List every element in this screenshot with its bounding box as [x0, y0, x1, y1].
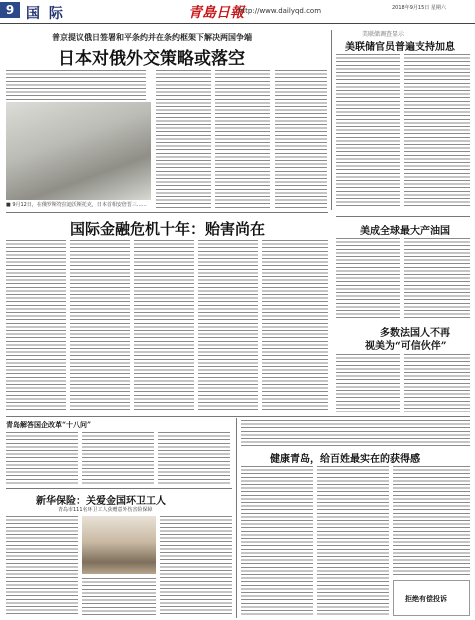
bottom-right-body-col1 — [241, 466, 313, 616]
bottom-right-body-col3 — [393, 466, 470, 576]
bottom-left-body-col2 — [82, 432, 154, 484]
lead-photo — [6, 102, 151, 200]
lead-body-intro — [6, 70, 146, 100]
right-middle-body-col2 — [404, 238, 470, 318]
middle-title: 国际金融危机十年：贻害尚在 — [70, 220, 266, 238]
bottom-left-2-body-col2 — [82, 578, 156, 616]
right-lower-body-col2 — [404, 354, 470, 412]
bottom-right-intro — [241, 420, 470, 446]
column-divider — [236, 418, 237, 618]
lead-subtitle: 普京提议俄日签署和平条约并在条约框架下解决两国争端 — [52, 32, 252, 42]
date-line: 2018年9月15日 星期六 — [392, 5, 446, 11]
middle-body-col2 — [70, 240, 130, 412]
page-number: 9 — [0, 2, 20, 18]
section-rule — [6, 212, 328, 213]
bottom-right-title: 健康青岛，给百姓最实在的获得感 — [270, 454, 420, 465]
lead-body-col1 — [156, 70, 211, 210]
lead-photo-caption: ■ 9月12日，在俄罗斯符拉迪沃斯托克，日本首相安倍晋三…… — [6, 202, 147, 208]
right-lower-title-1: 多数法国人不再 — [380, 328, 450, 339]
bottom-left-2-body-col3 — [160, 516, 232, 616]
bottom-left-2-subtitle: 青岛市111名环卫工人获赠意外伤害险保障 — [58, 507, 153, 513]
bottom-left-2-photo — [82, 516, 156, 574]
right-middle-body-col1 — [336, 238, 400, 318]
bottom-right-body-col2 — [317, 466, 389, 616]
bottom-left-body-col1 — [6, 432, 78, 484]
site-url[interactable]: http://www.dailyqd.com — [238, 7, 322, 15]
right-top-body-col1 — [336, 54, 400, 208]
bottom-left-2-body-col1 — [6, 516, 78, 616]
right-lower-title-2: 视美为“可信伙伴” — [365, 341, 447, 352]
bottom-left-title: 青岛解答国企改革“十八问” — [6, 420, 92, 429]
lead-title: 日本对俄外交策略或落空 — [58, 49, 245, 69]
middle-body-col5 — [262, 240, 328, 412]
right-top-body-col2 — [404, 54, 470, 208]
bottom-left-body-col3 — [158, 432, 230, 484]
newspaper-logo: 青島日報 — [188, 5, 244, 21]
right-middle-title: 美成全球最大产油国 — [360, 226, 450, 237]
right-lower-body-col1 — [336, 354, 400, 412]
section-title: 国 际 — [26, 6, 65, 22]
lead-body-col2 — [215, 70, 270, 210]
bottom-left-2-title: 新华保险：关爱金国环卫工人 — [36, 496, 166, 507]
section-rule — [336, 216, 470, 217]
section-rule — [6, 416, 470, 417]
middle-body-col4 — [198, 240, 258, 412]
middle-body-col3 — [134, 240, 194, 412]
right-top-title: 美联储官员普遍支持加息 — [345, 42, 455, 53]
lead-body-col3 — [275, 70, 327, 210]
right-top-kicker: 美联储调查显示 — [362, 31, 405, 38]
section-rule — [6, 488, 232, 489]
ad-text: 拒绝有偿投诉 — [405, 594, 447, 603]
column-divider — [331, 30, 332, 210]
middle-body-col1 — [6, 240, 66, 412]
